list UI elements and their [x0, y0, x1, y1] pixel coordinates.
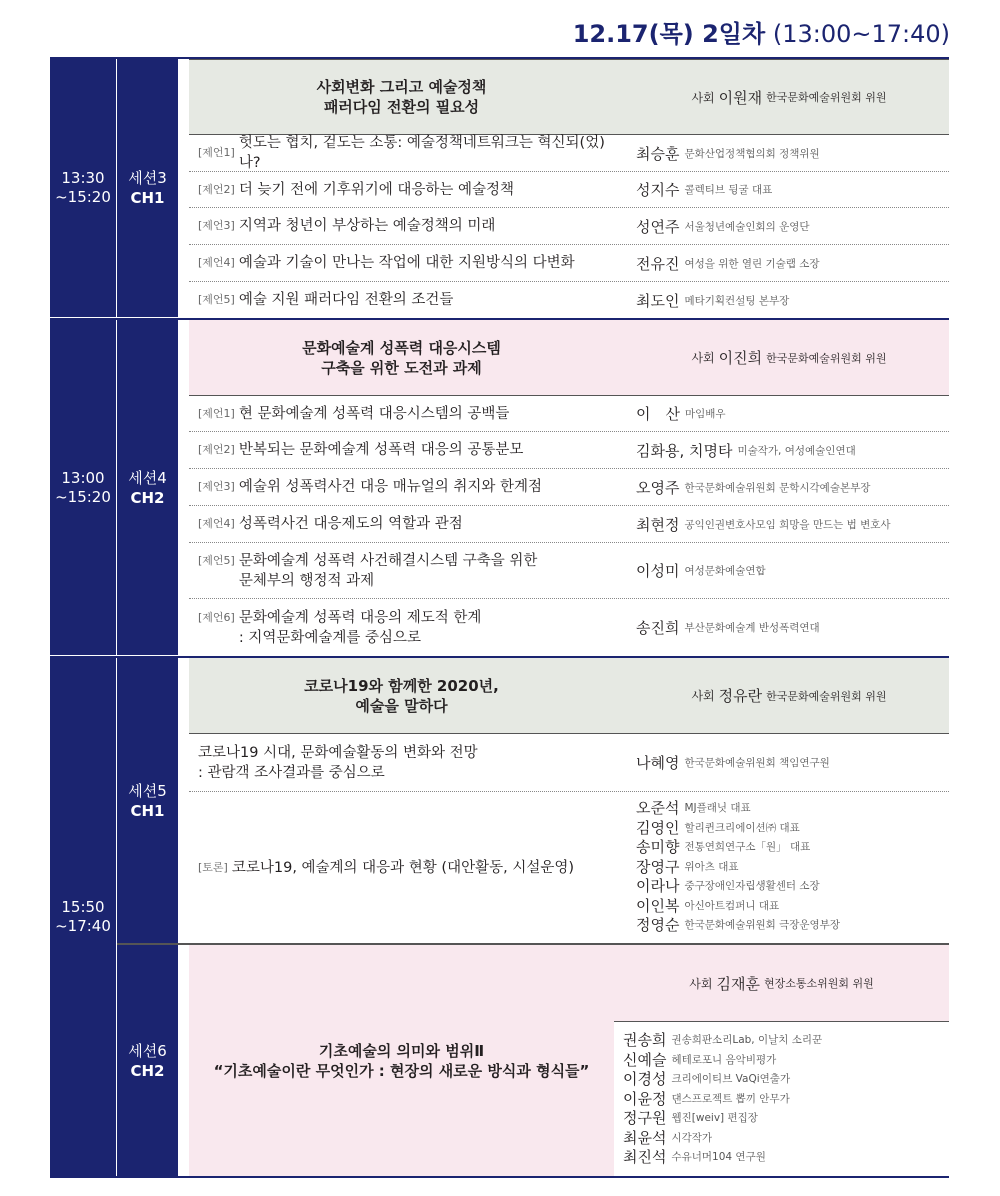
speaker-affiliation: 한국문화예술위원회 책임연구원 [684, 757, 830, 769]
talk-title: 현 문화예술계 성폭력 대응시스템의 공백들 [238, 405, 510, 422]
panelist: 오준석 MJ플래닛 대표 [636, 799, 751, 818]
speaker-affiliation: 서울청년예술인회의 운영단 [684, 220, 810, 233]
session6-body [189, 945, 949, 1176]
talk-tag: [제언5] [198, 293, 235, 306]
panelist: 정구원 웹진[weiv] 편집장 [623, 1109, 758, 1128]
talk-tag: [제언3] [198, 480, 235, 493]
panelist: 이경성 크리에이티브 VaQi연출가 [623, 1070, 791, 1089]
panelist: 최윤석 시각작가 [623, 1128, 713, 1147]
talk-title: 헛도는 협치, 겉도는 소통: 예술정책네트워크는 혁신되(었)나? [238, 135, 605, 171]
moderator: 사회 김재훈 현장소통소위원회 위원 [614, 945, 949, 1022]
talk-tag: [제언1] [198, 406, 235, 420]
moderator-affiliation: 현장소통소위원회 위원 [763, 977, 874, 990]
speaker-name: 나혜영 [636, 754, 680, 772]
talk-row [189, 396, 949, 432]
talk-row [189, 469, 949, 506]
talk-tag: [토론] [198, 860, 228, 874]
panel-row [189, 792, 949, 943]
panelist: 권송희 권송희판소리Lab, 이날치 소리꾼 [623, 1031, 823, 1050]
panelist: 정영순 한국문화예술위원회 극장운영부장 [636, 916, 840, 935]
channel-label: CH1 [130, 189, 165, 207]
speaker-name: 김화용, 치명타 [636, 441, 733, 460]
talk-row [189, 506, 949, 543]
talk-row [189, 172, 949, 208]
talk-tag: [제언1] [198, 146, 235, 159]
moderator: 사회 정유란 한국문화예술위원회 위원 [691, 687, 887, 705]
moderator-affiliation: 한국문화예술위원회 위원 [766, 351, 887, 365]
talk-row [189, 282, 949, 318]
time-slot: 15:50 ~17:40 [50, 658, 116, 1176]
talk-row [189, 135, 949, 172]
channel-label: CH2 [130, 488, 165, 507]
panelist-list [636, 798, 840, 935]
moderator-name: 이진희 [718, 349, 763, 367]
session-header [189, 320, 949, 396]
talk-row [189, 245, 949, 282]
speaker-name: 성지수 [636, 181, 680, 199]
session-label [117, 320, 178, 655]
session-title: 사회변화 그리고 예술정책 패러다임 전환의 필요성 [316, 78, 487, 116]
time-slot: 13:30 ~15:20 [50, 59, 116, 317]
speaker-name: 오영주 [636, 478, 680, 497]
session-label [117, 59, 178, 317]
speaker-affiliation: 부산문화예술계 반성폭력연대 [684, 622, 820, 634]
speaker-affiliation: 여성문화예술연합 [684, 565, 766, 577]
session-label [117, 945, 178, 1176]
speaker-affiliation: 마임배우 [684, 408, 726, 420]
session-title: 기초예술의 의미와 범위Ⅱ “기초예술이란 무엇인가 : 현장의 새로운 방식과 형식들” [189, 945, 614, 1176]
moderator: 사회 이진희 한국문화예술위원회 위원 [691, 349, 887, 367]
talk-tag: [제언4] [198, 256, 235, 269]
talk-title: 예술 지원 패러다임 전환의 조건들 [238, 292, 454, 308]
channel-label: CH2 [130, 1061, 165, 1080]
session-number: 세션3 [128, 169, 167, 187]
talk-tag: [제언5] [198, 554, 235, 567]
speaker-name: 최도인 [636, 291, 680, 310]
speaker-affiliation: 여성을 위한 열린 기술랩 소장 [684, 257, 820, 270]
panelist: 신예슬 헤테로포니 음악비평가 [623, 1050, 777, 1069]
panelist-list [623, 1030, 822, 1167]
speaker-name: 최현정 [636, 515, 680, 534]
talk-tag: [제언2] [198, 443, 235, 456]
panelist: 장영구 위아츠 대표 [636, 857, 739, 876]
talk-title: 성폭력사건 대응제도의 역할과 관점 [238, 516, 463, 532]
page-header [573, 14, 950, 49]
panelist: 최진석 수유너머104 연구원 [623, 1148, 766, 1167]
talk-title: 문화예술계 성폭력 대응의 제도적 한계 : 지역문화예술계를 중심으로 [238, 609, 482, 646]
speaker-name: 이 산 [636, 405, 680, 423]
moderator-name: 이원재 [718, 88, 763, 107]
talk-row [189, 543, 949, 599]
header-time: (13:00~17:40) [772, 20, 950, 48]
talk-title: 문화예술계 성폭력 사건해결시스템 구축을 위한 문체부의 행정적 과제 [238, 552, 538, 589]
speaker-affiliation: 메타기획컨설팅 본부장 [684, 294, 790, 307]
speaker-name: 성연주 [636, 217, 680, 236]
speaker-affiliation: 한국문화예술위원회 문학시각예술본부장 [684, 481, 871, 494]
moderator-affiliation: 한국문화예술위원회 위원 [766, 91, 887, 104]
panelist: 이인복 아신아트컴퍼니 대표 [636, 896, 780, 915]
speaker-name: 전유진 [636, 254, 680, 273]
moderator: 사회 이원재 한국문화예술위원회 위원 [691, 88, 887, 107]
session-header [189, 658, 949, 734]
speaker-affiliation: 문화산업정책협의회 정책위원 [684, 147, 820, 160]
session-number: 세션4 [128, 468, 167, 487]
channel-label: CH1 [130, 801, 165, 820]
talk-title: 반복되는 문화예술계 성폭력 대응의 공통분모 [238, 442, 524, 458]
talk-tag: [제언4] [198, 517, 235, 530]
panelist: 이라나 중구장애인자립생활센터 소장 [636, 877, 820, 896]
moderator-affiliation: 한국문화예술위원회 위원 [766, 689, 887, 703]
session-title: 코로나19와 함께한 2020년, 예술을 말하다 [304, 676, 499, 715]
session-title: 문화예술계 성폭력 대응시스템 구축을 위한 도전과 과제 [302, 338, 501, 377]
speaker-name: 이성미 [636, 562, 680, 580]
talk-title: 코로나19 시대, 문화예술활동의 변화와 전망 : 관람객 조사결과를 중심으로 [198, 744, 478, 781]
session-number: 세션6 [128, 1041, 167, 1060]
moderator-name: 정유란 [718, 687, 763, 705]
talk-tag: [제언6] [198, 611, 235, 624]
talk-row [189, 432, 949, 469]
session-number: 세션5 [128, 781, 167, 800]
talk-row [189, 208, 949, 245]
talk-title: 더 늦기 전에 기후위기에 대응하는 예술정책 [238, 181, 515, 198]
talk-row [189, 599, 949, 656]
talk-title: 예술과 기술이 만나는 작업에 대한 지원방식의 다변화 [238, 255, 575, 271]
talk-title: 예술위 성폭력사건 대응 매뉴얼의 취지와 한계점 [238, 479, 543, 495]
talk-row [189, 734, 949, 792]
session-header [189, 59, 949, 135]
session-label [117, 658, 178, 943]
panelist: 김영인 할리퀸크리에이션㈜ 대표 [636, 818, 800, 837]
panelist: 이윤정 댄스프로젝트 뽑끼 안무가 [623, 1089, 790, 1108]
talk-title: 지역과 청년이 부상하는 예술정책의 미래 [238, 218, 496, 234]
speaker-affiliation: 공익인권변호사모임 희망을 만드는 법 변호사 [684, 518, 891, 531]
speaker-name: 송진희 [636, 619, 680, 637]
header-date: 12.17(목) 2일차 [572, 20, 766, 48]
moderator-name: 김재훈 [716, 974, 760, 993]
talk-tag: [제언2] [198, 182, 235, 196]
time-slot: 13:00 ~15:20 [50, 320, 116, 655]
speaker-affiliation: 미술작가, 여성예술인연대 [737, 444, 856, 457]
speaker-name: 최승훈 [636, 144, 680, 163]
talk-title: 코로나19, 예술계의 대응과 현황 (대안활동, 시설운영) [231, 859, 575, 876]
talk-tag: [제언3] [198, 219, 235, 232]
table-bottom-border [50, 1176, 949, 1178]
panelist: 송미향 전통연희연구소「원」 대표 [636, 838, 811, 857]
speaker-affiliation: 콜렉티브 뒹굴 대표 [684, 184, 773, 196]
